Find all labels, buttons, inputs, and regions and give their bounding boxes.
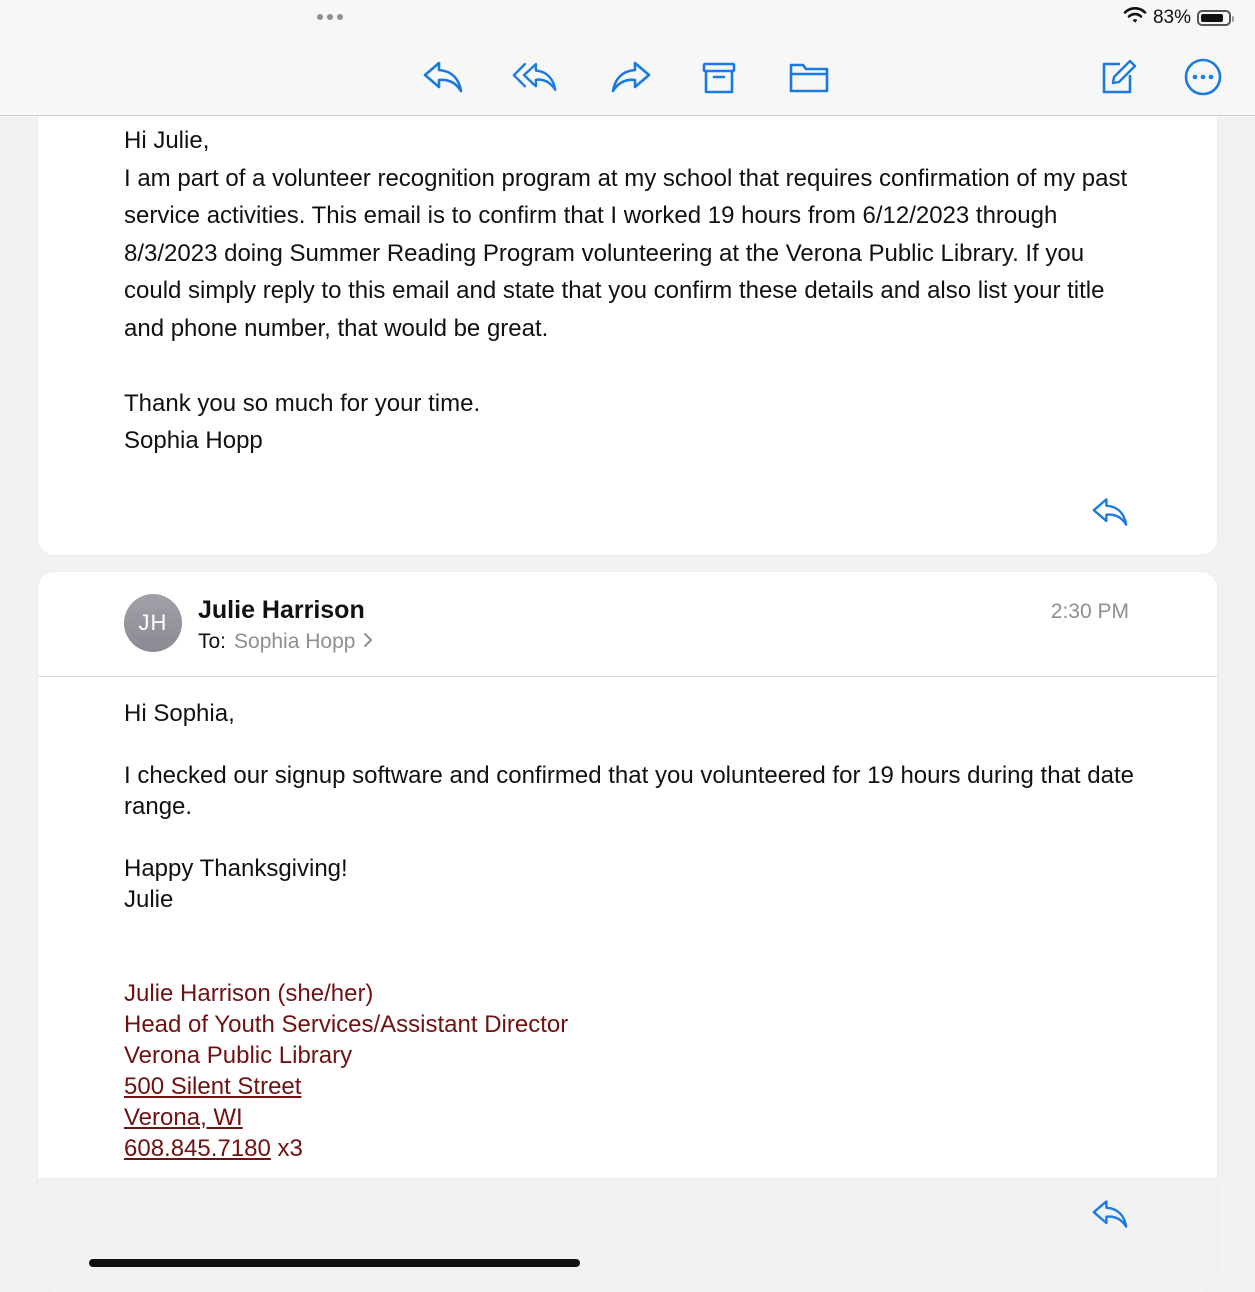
message-reply-button[interactable] <box>1088 492 1132 532</box>
to-label: To: <box>198 630 227 653</box>
message-blank-line <box>124 729 1134 760</box>
recipient-name[interactable]: Sophia Hopp <box>234 630 356 653</box>
message-closing: Thank you so much for your time. <box>124 389 481 417</box>
multitasking-dot <box>337 14 343 20</box>
battery-fill <box>1201 14 1223 22</box>
message-paragraph: I am part of a volunteer recognition program at my school that requires confirmation of my past service activities. This email is to confirm that I worked 19 hours from 6/12/2023 through 8/3/2023 doing Summer Reading Program volunteering at the Verona Public Library. If you could simply reply to this email and state that you confirm these details and also list your title and phone number, that would be great. <box>124 164 1128 342</box>
message-greeting: Hi Julie, <box>124 127 210 154</box>
sender-name[interactable]: Julie Harrison <box>198 596 365 624</box>
signature-organization: Verona Public Library <box>124 1042 353 1069</box>
reply-button[interactable] <box>420 54 466 100</box>
multitasking-dot <box>327 14 333 20</box>
compose-icon <box>1096 56 1138 98</box>
move-to-folder-button[interactable] <box>786 54 832 100</box>
status-bar <box>1123 6 1231 30</box>
signature-phone-line <box>124 1133 568 1164</box>
folder-icon <box>787 57 831 97</box>
multitasking-dot <box>317 14 323 20</box>
message-signoff: Julie <box>124 886 174 913</box>
multitasking-handle[interactable] <box>317 14 343 20</box>
message-body <box>124 698 1134 915</box>
more-button[interactable] <box>1180 54 1226 100</box>
wifi-icon <box>1123 6 1147 30</box>
message-signoff: Sophia Hopp <box>124 427 263 454</box>
more-icon <box>1182 56 1224 98</box>
mail-toolbar <box>0 0 1255 116</box>
signature-city-link[interactable]: Verona, WI <box>124 1104 243 1131</box>
chevron-right-icon[interactable] <box>363 631 373 654</box>
reply-icon <box>1090 494 1130 530</box>
reply-icon <box>421 57 465 97</box>
battery-icon <box>1197 10 1231 26</box>
message-footer <box>38 1178 1217 1292</box>
message-blank-line <box>124 822 1134 853</box>
compose-button[interactable] <box>1094 54 1140 100</box>
message-blank-line <box>124 347 1134 385</box>
signature-phone-link[interactable]: 608.845.7180 <box>124 1135 271 1162</box>
message-card-original <box>38 80 1217 555</box>
battery-percentage: 83% <box>1152 7 1191 28</box>
message-card-reply <box>38 572 1217 1292</box>
archive-icon <box>699 57 739 97</box>
email-signature <box>124 978 568 1164</box>
message-closing: Happy Thanksgiving! <box>124 855 348 882</box>
signature-street-link[interactable]: 500 Silent Street <box>124 1073 302 1100</box>
home-indicator[interactable] <box>89 1259 580 1267</box>
recipient-line <box>198 630 373 654</box>
signature-phone-extension: x3 <box>270 1135 303 1162</box>
reply-all-icon <box>512 57 558 97</box>
message-body <box>124 122 1134 460</box>
message-greeting: Hi Sophia, <box>124 700 235 727</box>
forward-icon <box>609 57 653 97</box>
message-paragraph: I checked our signup software and confirmed that you volunteered for 19 hours during that date range. <box>124 762 1134 820</box>
forward-button[interactable] <box>608 54 654 100</box>
message-reply-button[interactable] <box>1088 1194 1132 1234</box>
message-time: 2:30 PM <box>1050 600 1129 623</box>
reply-all-button[interactable] <box>512 54 558 100</box>
signature-title: Head of Youth Services/Assistant Director <box>124 1011 569 1038</box>
signature-name: Julie Harrison (she/her) <box>124 980 374 1007</box>
reply-icon <box>1090 1196 1130 1232</box>
archive-button[interactable] <box>696 54 742 100</box>
header-divider <box>38 676 1217 677</box>
avatar[interactable]: JH <box>124 594 182 652</box>
